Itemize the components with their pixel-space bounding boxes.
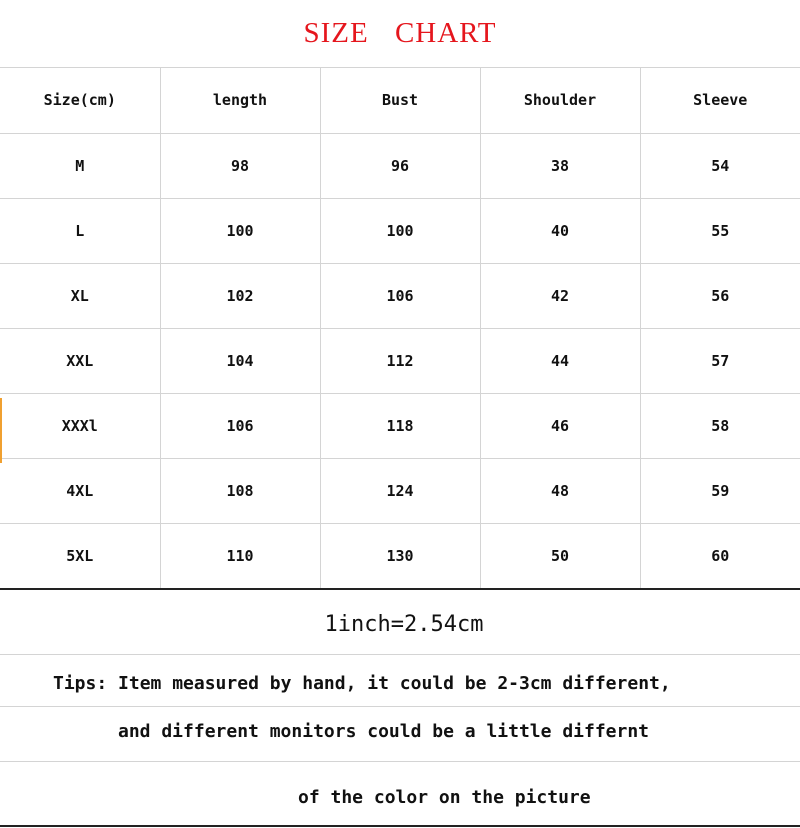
tips-line-2: and different monitors could be a little differnt [0,707,800,762]
cell-length: 100 [160,198,320,263]
cell-bust: 112 [320,328,480,393]
cell-bust: 118 [320,393,480,458]
cell-shoulder: 40 [480,198,640,263]
cell-shoulder: 48 [480,458,640,523]
cell-length: 102 [160,263,320,328]
header-size: Size(cm) [0,68,160,133]
cell-shoulder: 44 [480,328,640,393]
cell-bust: 130 [320,523,480,589]
cell-length: 104 [160,328,320,393]
cell-sleeve: 60 [640,523,800,589]
cell-size: M [0,133,160,198]
cell-sleeve: 59 [640,458,800,523]
table-row [0,198,800,263]
unit-conversion-note: 1inch=2.54cm [0,595,800,655]
table-row [0,523,800,589]
cell-bust: 96 [320,133,480,198]
tips-line-3: of the color on the picture [298,786,591,808]
header-length: length [160,68,320,133]
cell-shoulder: 46 [480,393,640,458]
size-chart-table [0,68,800,590]
cell-sleeve: 56 [640,263,800,328]
cell-sleeve: 57 [640,328,800,393]
cell-size: 4XL [0,458,160,523]
cell-length: 108 [160,458,320,523]
row-highlight-marker [0,398,2,463]
cell-shoulder: 50 [480,523,640,589]
bottom-divider [0,825,800,827]
table-row [0,133,800,198]
table-row [0,328,800,393]
cell-bust: 124 [320,458,480,523]
cell-bust: 106 [320,263,480,328]
tips-line-1: Tips: Item measured by hand, it could be 2-3cm different, [0,655,800,707]
cell-size: XL [0,263,160,328]
table-row [0,458,800,523]
cell-size: XXL [0,328,160,393]
cell-sleeve: 54 [640,133,800,198]
cell-length: 110 [160,523,320,589]
header-bust: Bust [320,68,480,133]
cell-bust: 100 [320,198,480,263]
cell-size: L [0,198,160,263]
table-row [0,393,800,458]
cell-length: 106 [160,393,320,458]
cell-size: XXXl [0,393,160,458]
header-sleeve: Sleeve [640,68,800,133]
cell-size: 5XL [0,523,160,589]
table-header-row [0,68,800,133]
cell-sleeve: 58 [640,393,800,458]
cell-shoulder: 38 [480,133,640,198]
page-title: SIZE CHART [0,0,800,68]
table-row [0,263,800,328]
header-shoulder: Shoulder [480,68,640,133]
cell-sleeve: 55 [640,198,800,263]
cell-shoulder: 42 [480,263,640,328]
cell-length: 98 [160,133,320,198]
